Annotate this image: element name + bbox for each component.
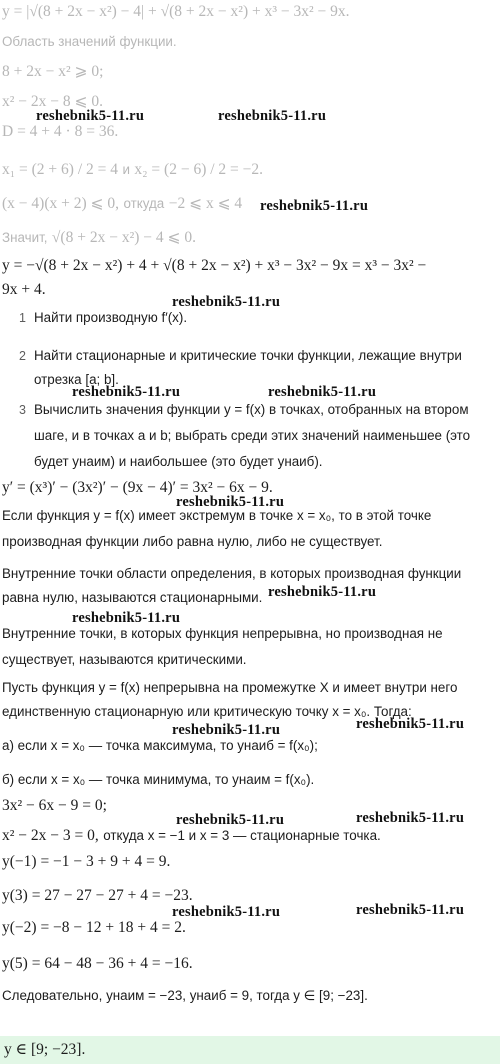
solution-summary: Следовательно, yнаим = −23, yнаиб = 9, тогда y ∈ [9; −23].	[2, 988, 368, 1003]
watermark-text: reshebnik5-11.ru	[172, 904, 281, 920]
faded-conclusion-text: Значит,	[2, 230, 48, 245]
step-text: Найти производную f′(x).	[34, 310, 188, 325]
watermark-text: reshebnik5-11.ru	[268, 584, 377, 600]
answer-text: y ∈ [9; −23].	[4, 1041, 86, 1058]
step-text: Вычислить значения функции y = f(x) в точках, отобранных на втором	[34, 402, 469, 417]
faded-root-x2: x₂ = (2 − 6) / 2 = −2.	[134, 161, 264, 178]
watermark-text: reshebnik5-11.ru	[72, 610, 181, 626]
step-3-continued: шаге, и в точках a и b; выбрать среди этих значений наименьшее (это	[34, 428, 471, 443]
value-at-5: y(5) = 64 − 48 − 36 + 4 = −16.	[2, 955, 193, 972]
step-1	[8, 308, 496, 328]
theory-p1-line-2: производная функции либо равна нулю, либо не существует.	[2, 534, 383, 549]
theory-p2-line-1: Внутренние точки области определения, в которых производная функции	[2, 566, 462, 581]
watermark-text: reshebnik5-11.ru	[218, 108, 327, 124]
solution-equation-1: 3x² − 6x − 9 = 0;	[2, 797, 107, 814]
step-2-continued: отрезка [a; b].	[34, 372, 119, 387]
watermark-text: reshebnik5-11.ru	[172, 722, 281, 738]
theory-p4-line-2: единственную стационарную или критическую точку x = x₀. Тогда:	[2, 704, 412, 719]
faded-factor-equation: (x − 4)(x + 2) ⩽ 0,	[2, 195, 119, 212]
step-2	[8, 346, 496, 366]
solution-equation-2-math: x² − 2x − 3 = 0,	[2, 827, 99, 844]
watermark-text: reshebnik5-11.ru	[72, 384, 181, 400]
watermark-text: reshebnik5-11.ru	[356, 902, 465, 918]
watermark-text: reshebnik5-11.ru	[356, 810, 465, 826]
value-at-3: y(3) = 27 − 27 − 27 + 4 = −23.	[2, 887, 193, 904]
answer-box	[0, 1036, 500, 1064]
faded-conclusion-math: √(8 + 2x − x²) − 4 ⩽ 0.	[51, 229, 196, 246]
watermark-text: reshebnik5-11.ru	[36, 108, 145, 124]
faded-factor-line	[2, 194, 496, 214]
step-number: 1	[19, 311, 26, 325]
theory-p1-line-1: Если функция y = f(x) имеет экстремум в точке x = x₀, то в этой точке	[2, 508, 432, 523]
faded-factor-text: откуда	[123, 196, 165, 211]
faded-inequality-2: x² − 2x − 8 ⩽ 0.	[2, 93, 103, 110]
solution-equation-2	[2, 826, 496, 846]
faded-discriminant: D = 4 + 4 · 8 = 36.	[2, 123, 119, 140]
faded-factor-range: −2 ⩽ x ⩽ 4	[168, 195, 243, 212]
theory-case-b: б) если x = x₀ — точка минимума, то yнаим = f(x₀).	[2, 772, 315, 787]
faded-main-equation: y = |√(8 + 2x − x²) − 4| + √(8 + 2x − x²) + x³ − 3x² − 9x.	[2, 3, 350, 20]
theory-p4-line-1: Пусть функция y = f(x) непрерывна на промежутке X и имеет внутри него	[2, 680, 458, 695]
simplified-function-line-2: 9x + 4.	[2, 281, 46, 298]
theory-case-a: а) если x = x₀ — точка максимума, то yнаиб = f(x₀);	[2, 738, 318, 753]
watermark-text: reshebnik5-11.ru	[176, 812, 285, 828]
faded-inequality-1: 8 + 2x − x² ⩾ 0;	[2, 63, 104, 80]
solution-equation-2-text: откуда x = −1 и x = 3 — стационарные точка.	[103, 828, 381, 843]
faded-root-x1: x₁ = (2 + 6) / 2 = 4	[2, 161, 119, 178]
watermark-text: reshebnik5-11.ru	[268, 384, 377, 400]
watermark-text: reshebnik5-11.ru	[176, 494, 285, 510]
step-number: 3	[19, 403, 26, 417]
watermark-text: reshebnik5-11.ru	[356, 716, 465, 732]
value-at-minus-2: y(−2) = −8 − 12 + 18 + 4 = 2.	[2, 919, 186, 936]
simplified-function-line-1: y = −√(8 + 2x − x²) + 4 + √(8 + 2x − x²) + x³ − 3x² − 9x = x³ − 3x² −	[2, 257, 427, 274]
step-3-continued-2: будет yнаим) и наибольшее (это будет yнаиб).	[34, 454, 323, 469]
faded-domain-heading: Область значений функции.	[2, 34, 177, 49]
theory-p2-line-2: равна нулю, называются стационарными.	[2, 590, 263, 605]
theory-p3-line-2: существует, называются критическими.	[2, 652, 247, 667]
watermark-text: reshebnik5-11.ru	[260, 198, 369, 214]
faded-roots-and: и	[122, 162, 130, 177]
theory-p3-line-1: Внутренние точки, в которых функция непрерывна, но производная не	[2, 626, 443, 641]
watermark-text: reshebnik5-11.ru	[172, 294, 281, 310]
step-text: Найти стационарные и критические точки функции, лежащие внутри	[34, 348, 462, 363]
faded-conclusion	[2, 228, 496, 248]
value-at-minus-1: y(−1) = −1 − 3 + 9 + 4 = 9.	[2, 853, 171, 870]
step-3	[8, 400, 496, 420]
faded-roots	[2, 160, 496, 180]
step-number: 2	[19, 349, 26, 363]
derivative-line: y′ = (x³)′ − (3x²)′ − (9x − 4)′ = 3x² − 6x − 9.	[2, 479, 273, 496]
